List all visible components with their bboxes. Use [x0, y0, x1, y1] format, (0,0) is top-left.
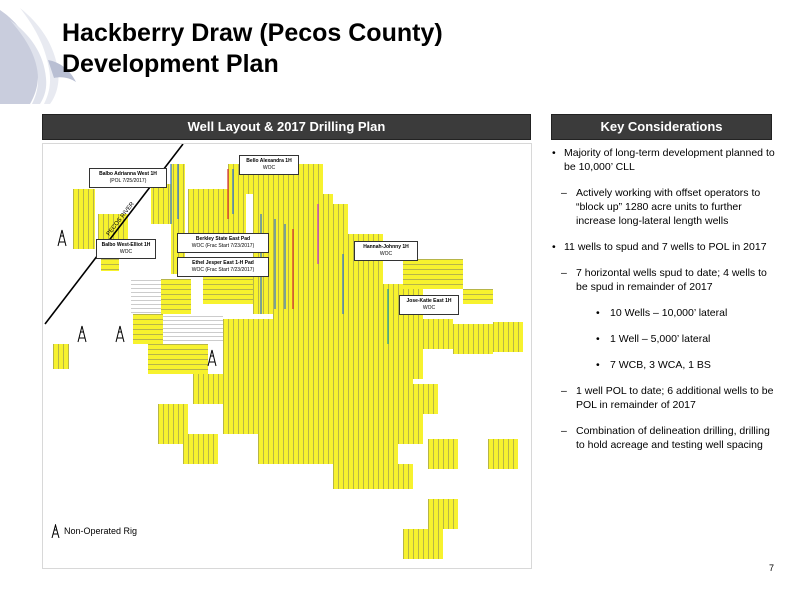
- consideration-item: – 1 well POL to date; 6 additional wells to be POL in remainder of 2017: [561, 385, 774, 411]
- title-line-1: Hackberry Draw (Pecos County): [62, 19, 443, 47]
- callout-bello-alexandra: Bello Alexandra 1H WOC: [239, 155, 299, 175]
- consideration-item: • Majority of long-term development planned to be 10,000’ CLL: [552, 147, 775, 173]
- page-title: [62, 18, 443, 80]
- callout-hannah-johnny: Hannah-Johnny 1H WOC: [354, 241, 418, 261]
- consideration-item: – Combination of delineation drilling, drilling to hold acreage and testing well spacing: [561, 425, 770, 451]
- page-number: 7: [768, 563, 774, 573]
- callout-balbo-adrianna-west: Balbo Adrianna West 1H (POL 7/25/2017): [89, 168, 167, 188]
- consideration-item: • 7 WCB, 3 WCA, 1 BS: [596, 359, 711, 371]
- map-legend: [51, 524, 137, 538]
- callout-balbo-west-elliot: Balbo West-Elliot 1H WOC: [96, 239, 156, 259]
- river-label: PECOS RIVER: [105, 201, 136, 238]
- callout-ethel-jesper-east: Ethel Jesper East 1-H Pad WOC (Frac Start 7/23/2017): [177, 257, 269, 277]
- consideration-item: – Actively working with offset operators to “block up” 1280 acre units to further increase long-lateral length wells: [561, 187, 761, 227]
- well-layout-map: [42, 143, 532, 569]
- callout-berkley-state-east: Berkley State East Pad WOC (Frac Start 7/23/2017): [177, 233, 269, 253]
- callout-jose-katie-east: Jose-Katie East 1H WOC: [399, 295, 459, 315]
- title-line-2: Development Plan: [62, 50, 279, 78]
- rig-icon: [51, 524, 60, 538]
- consideration-item: • 11 wells to spud and 7 wells to POL in 2017: [552, 241, 767, 253]
- legend-label: Non-Operated Rig: [64, 526, 138, 536]
- consideration-item: • 1 Well – 5,000’ lateral: [596, 333, 711, 345]
- key-considerations-list: [552, 146, 780, 464]
- well-layout-header: Well Layout & 2017 Drilling Plan: [42, 114, 531, 140]
- acreage-tracts: [53, 164, 523, 559]
- consideration-item: – 7 horizontal wells spud to date; 4 wells to be spud in remainder of 2017: [561, 267, 767, 293]
- consideration-item: • 10 Wells – 10,000’ lateral: [596, 307, 728, 319]
- key-considerations-header: Key Considerations: [551, 114, 772, 140]
- acreage-map-graphic: [43, 144, 531, 568]
